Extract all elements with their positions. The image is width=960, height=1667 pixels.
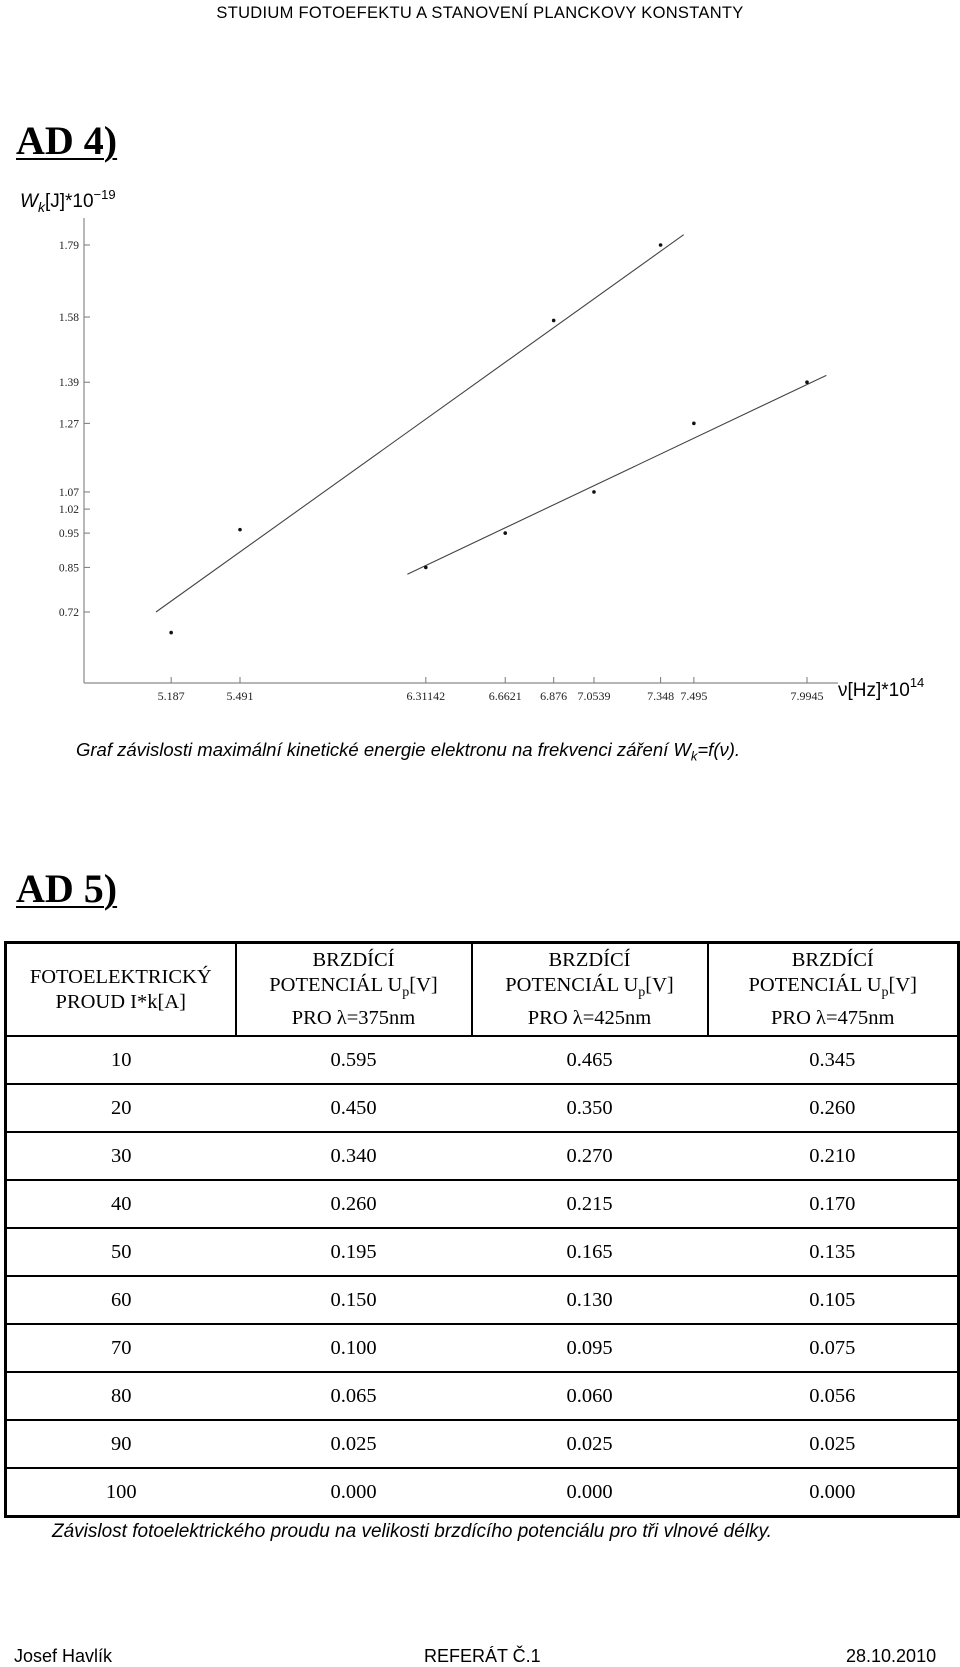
table-row [6,1276,959,1324]
x-tick-label: 7.495 [680,689,708,703]
table-cell: 0.340 [236,1132,472,1180]
y-tick-label: 0.95 [58,528,79,541]
table-cell: 0.170 [708,1180,959,1228]
table-cell: 0.465 [566,1048,613,1071]
y-tick-label: 0.72 [58,607,79,619]
table-cell: 0.195 [236,1228,472,1276]
x-tick-label: 7.0539 [577,689,611,703]
table-cell: 10 [111,1048,132,1071]
table-cell: 0.025 [472,1420,708,1468]
fit-line-2 [407,375,826,574]
table-cell: 0.025 [236,1420,472,1468]
x-tick-label: 5.187 [157,689,185,703]
y-tick-label: 1.39 [58,377,79,390]
section-heading-ad5: AD 5) [16,866,118,911]
data-point [424,566,428,570]
column-header-475nm: BRZDÍCÍ POTENCIÁL $U_p[V]$ PRO λ=475nm [708,943,959,1037]
data-point [503,531,507,535]
y-axis-label: $W_k[J]*10^{-19}$ [20,187,116,215]
table-caption: Závislost fotoelektrického proudu na velikosti brzdícího potenciálu pro tři vlnové délky. [52,1521,772,1542]
chart-points [169,243,808,634]
table-cell: 70 [6,1324,236,1372]
table-cell: 0.215 [472,1180,708,1228]
table-row [6,1468,959,1517]
table-cell: 0.135 [708,1228,959,1276]
footer-author: Josef Havlík [14,1646,113,1666]
x-tick-label: 6.876 [540,689,568,703]
chart-caption: Graf závislosti maximální kinetické energie elektronu na frekvenci záření $W_k=f(\nu)$. [76,739,741,764]
column-header-425nm: BRZDÍCÍ POTENCIÁL $U_p[V]$ PRO λ=425nm [472,943,708,1037]
data-point [805,380,809,384]
table-cell: 0.095 [472,1324,708,1372]
y-tick-label: 1.79 [58,240,79,252]
table-cell: 0.075 [708,1324,959,1372]
table-row [6,1036,959,1084]
data-point [169,631,173,635]
table-cell: 0.000 [236,1468,472,1517]
table-cell: 0.000 [708,1468,959,1517]
data-point [592,490,596,494]
table-cell: 0.025 [708,1420,959,1468]
table-cell: 0.450 [236,1084,472,1132]
chart-ticks [59,240,824,703]
wk-frequency-chart [0,180,960,720]
table-cell: 0.210 [708,1132,959,1180]
table-cell: 0.105 [708,1276,959,1324]
chart-axis-labels [20,187,924,701]
table-cell: 100 [6,1468,236,1517]
footer-date: 28.10.2010 [846,1646,937,1666]
table-cell: 40 [6,1180,236,1228]
table-cell: 0.065 [236,1372,472,1420]
table-cell: 0.130 [472,1276,708,1324]
table-cell: 50 [6,1228,236,1276]
table-row [6,1324,959,1372]
fit-line-1 [156,235,684,612]
x-tick-label: 7.9945 [790,689,824,703]
table-cell: 0.350 [472,1084,708,1132]
table-cell: 20 [6,1084,236,1132]
table-row [6,1420,959,1468]
table-cell: 0.060 [472,1372,708,1420]
x-tick-label: 6.6621 [488,689,522,703]
x-tick-label: 5.491 [226,689,254,703]
column-header-375nm: BRZDÍCÍ POTENCIÁL $U_p[V]$ PRO λ=375nm [236,943,472,1037]
table-cell: 0.165 [472,1228,708,1276]
x-tick-label: 6.31142 [406,689,446,703]
y-tick-label: 1.07 [58,486,79,499]
table-cell: 0.100 [236,1324,472,1372]
table-row [6,1228,959,1276]
y-tick-label: 1.58 [58,312,79,325]
table-cell: 0.260 [236,1180,472,1228]
column-header-current: FOTOELEKTRICKÝ PROUD I*k[A] [6,943,236,1037]
x-axis-label: $\nu[Hz]*10^{14}$ [838,675,925,701]
table-cell: 0.056 [708,1372,959,1420]
table-row [6,1372,959,1420]
table-cell: 0.270 [472,1132,708,1180]
page-header: STUDIUM FOTOEFEKTU A STANOVENÍ PLANCKOVY KONSTANTY [216,4,744,22]
table-row [6,1084,959,1132]
table-cell: 60 [6,1276,236,1324]
table-cell: 0.260 [708,1084,959,1132]
photocurrent-table [4,941,960,1518]
data-point [692,422,696,426]
table-cell: 80 [6,1372,236,1420]
y-tick-label: 1.27 [58,418,79,431]
table-row [6,1132,959,1180]
table-cell: 90 [6,1420,236,1468]
chart-axes [84,218,838,683]
chart-fit-lines [156,235,826,612]
y-tick-label: 1.02 [58,504,79,517]
data-point [552,319,556,323]
footer-report: REFERÁT Č.1 [424,1646,541,1666]
table-cell: 0.150 [236,1276,472,1324]
data-point [659,243,663,247]
data-point [238,528,242,532]
section-heading-ad4: AD 4) [16,118,118,163]
table-cell: 0.345 [809,1048,856,1071]
table-cell: 0.595 [330,1048,377,1071]
table-row [6,1180,959,1228]
x-tick-label: 7.348 [647,689,675,703]
y-tick-label: 0.85 [58,562,79,575]
table-cell: 0.000 [472,1468,708,1517]
table-cell: 30 [6,1132,236,1180]
